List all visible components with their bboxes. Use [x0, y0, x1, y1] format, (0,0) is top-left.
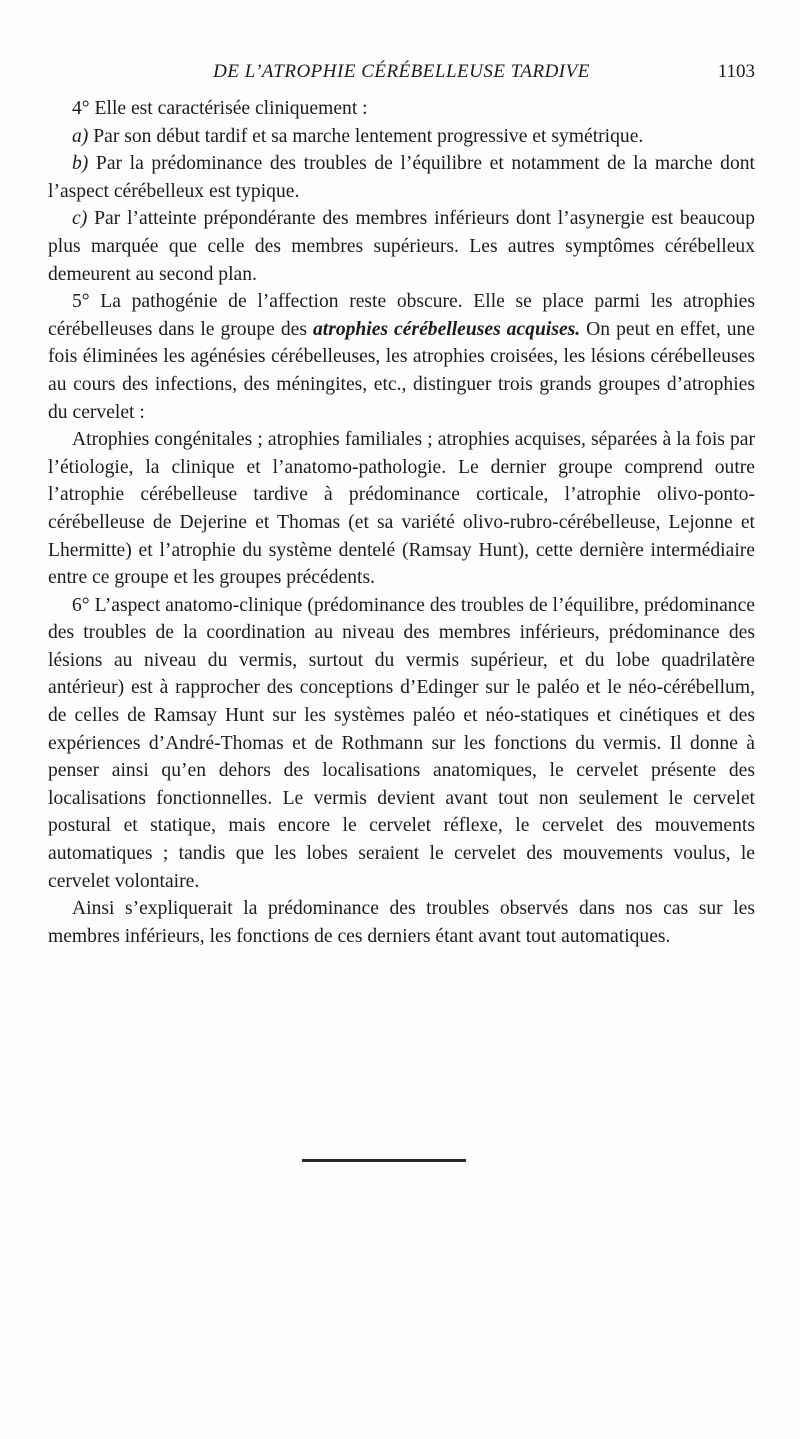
running-head — [48, 60, 755, 88]
paragraph-7: Ainsi s’expliquerait la prédominance des troubles observés dans nos cas sur les membres inférieurs, les fonctions de ces derniers étant avant tout automatiques. — [48, 898, 755, 947]
paragraph-6: 6° L’aspect anatomo-clinique (prédominance des troubles de l’équilibre, prédominance des troubles de la coordination au niveau des membres inférieurs, prédominance des lésions au niveau du vermis, surtout du vermis supérieur, et du lobe quadrilatère antérieur) est à rapprocher des conceptions d’Edinger sur le paléo et le néo-cérébellum, de celles de Ramsay Hunt sur les systèmes paléo et néo-statiques et cinétiques et des expériences d’André-Thomas et de Rothmann sur les fonctions du vermis. Il donne à penser ainsi qu’en dehors des localisations anatomiques, le cervelet présente des localisations fonctionnelles. Le vermis devient avant tout non seulement le cervelet postural et statique, mais encore le cervelet réflexe, le cervelet des mouvements automatiques ; tandis que les lobes seraient le cervelet des mouvements voulus, le cervelet volontaire. — [48, 594, 755, 892]
paragraph-4-intro: 4° Elle est caractérisée cliniquement : — [72, 98, 368, 119]
body-text — [48, 95, 755, 950]
page-number: 1103 — [717, 61, 755, 82]
item-text-b: Par la prédominance des troubles de l’équilibre et notamment de la marche dont l’aspect cérébelleux est typique. — [48, 153, 755, 202]
item-marker-b: b) — [72, 153, 89, 175]
paragraph-5-start: 5° La pathogénie de l’affection reste obscure. Elle se place parmi les atrophies cérébelleuses dans le groupe des — [48, 291, 755, 340]
paragraph-5-emphasis: atrophies cérébelleuses acquises. — [312, 318, 581, 340]
item-text-c: Par l’atteinte prépondérante des membres inférieurs dont l’asynergie est beaucoup plus marquée que celle des membres supérieurs. Les autres symptômes cérébelleux demeurent au second plan. — [48, 208, 755, 285]
paragraph-4c — [48, 205, 755, 288]
end-rule — [302, 1159, 466, 1162]
paragraph-4a — [48, 123, 755, 151]
paragraph-5 — [48, 288, 755, 426]
item-marker-c: c) — [72, 208, 88, 230]
item-marker-a: a) — [72, 125, 89, 147]
item-text-a: Par son début tardif et sa marche lentement progressive et symétrique. — [88, 125, 644, 147]
paragraph-5-continued: Atrophies congénitales ; atrophies familiales ; atrophies acquises, séparées à la fois par l’étiologie, la clinique et l’anatomo-pathologie. Le dernier groupe comprend outre l’atrophie cérébelleuse tardive à prédominance corticale, l’atrophie olivo-ponto-cérébelleuse de Dejerine et Thomas (et sa variété olivo-rubro-cérébelleuse, Lejonne et Lhermitte) et l’atrophie du système dentelé (Ramsay Hunt), cette dernière intermédiaire entre ce groupe et les groupes précédents. — [48, 429, 755, 589]
paragraph-4b — [48, 150, 755, 205]
paragraph-5-end: On peut en effet, une fois éliminées les agénésies cérébelleuses, les atrophies croisées, les lésions cérébelleuses au cours des infections, des méningites, etc., distinguer trois grands groupes d’atrophies du cervelet : — [48, 318, 755, 423]
running-title: DE L’ATROPHIE CÉRÉBELLEUSE TARDIVE — [213, 61, 590, 82]
